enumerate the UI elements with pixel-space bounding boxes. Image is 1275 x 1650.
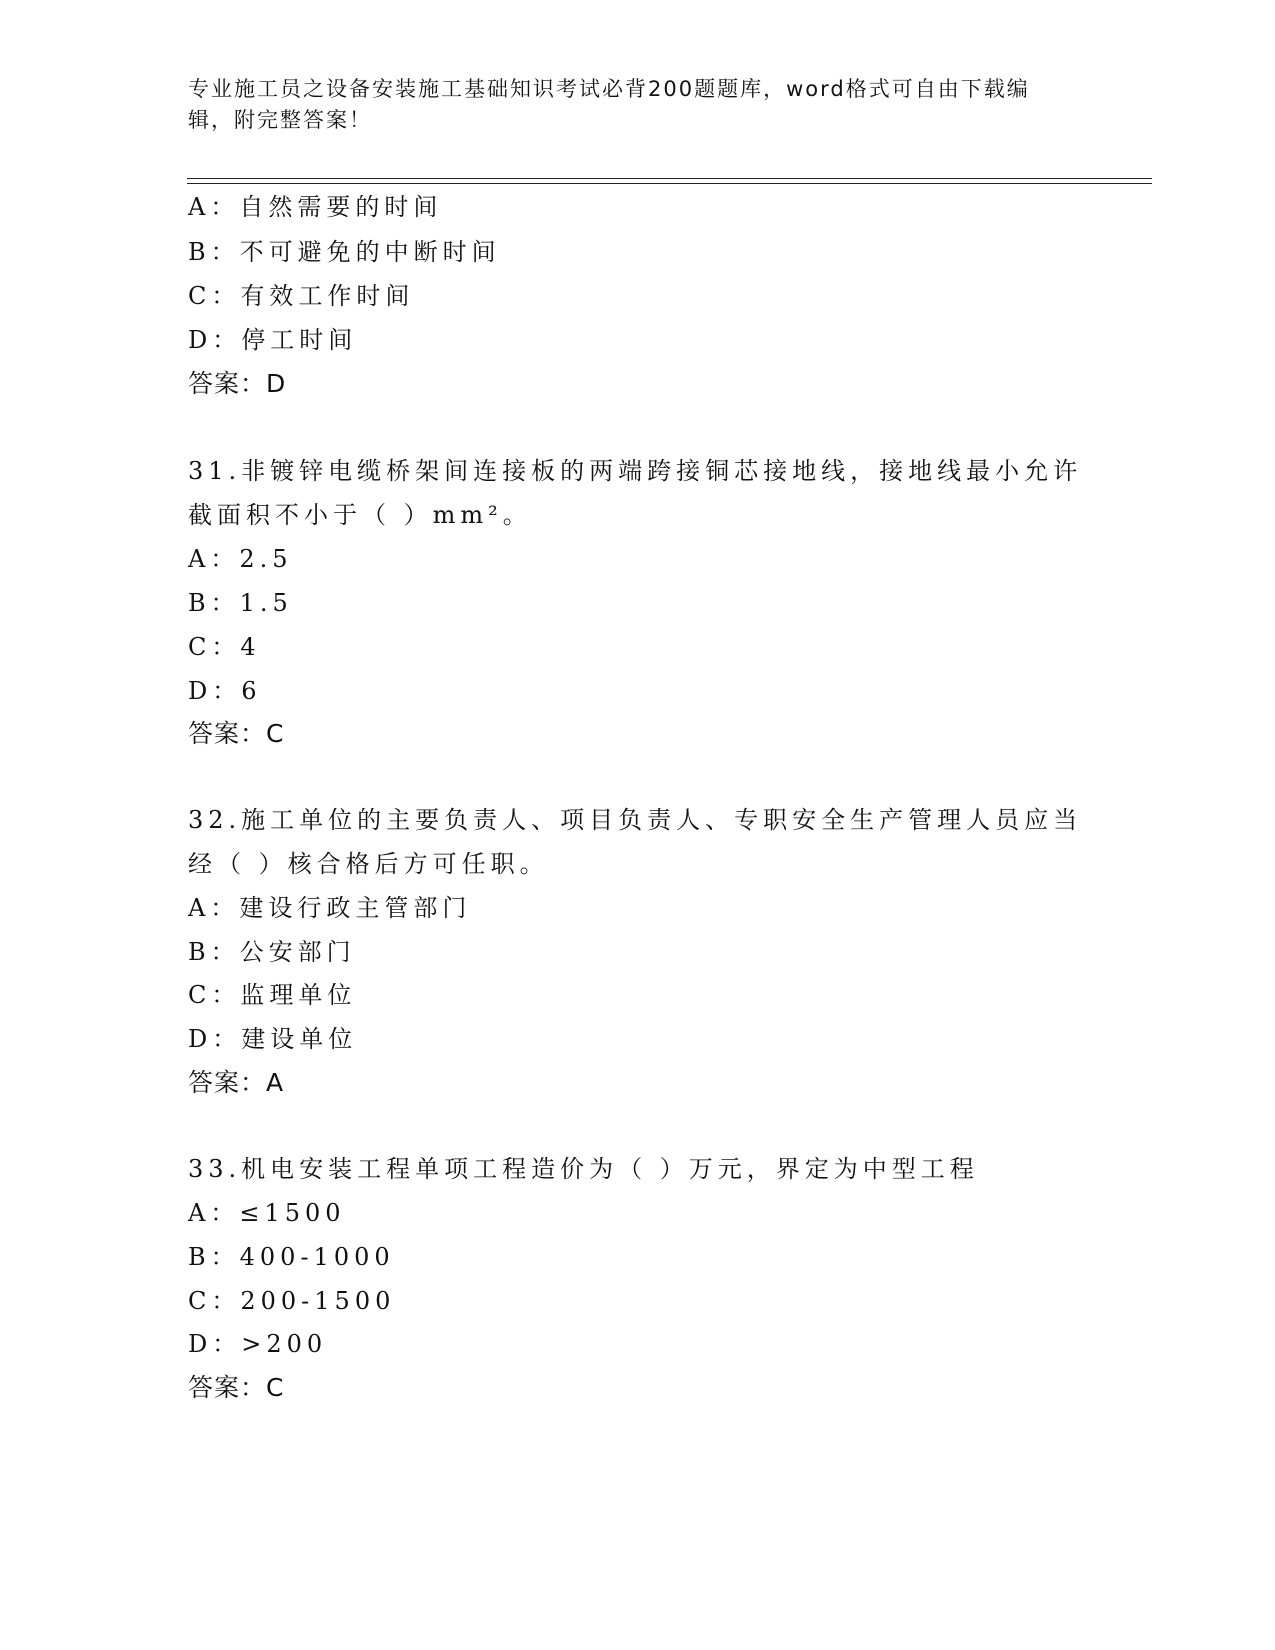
q32-stem-line1: 32.施工单位的主要负责人、项目负责人、专职安全生产管理人员应当	[188, 806, 1083, 834]
q31-option-a: A：2.5	[188, 545, 293, 573]
q32-answer: 答案：A	[188, 1068, 285, 1097]
q31-option-b: B：1.5	[188, 589, 293, 617]
q33-option-a: A：≤1500	[188, 1199, 346, 1227]
q32-stem-line2: 经（ ）核合格后方可任职。	[188, 850, 549, 878]
q31-option-c: C：4	[188, 633, 261, 661]
q30-option-b: B：不可避免的中断时间	[188, 238, 501, 266]
q31-stem-line1: 31.非镀锌电缆桥架间连接板的两端跨接铜芯接地线，接地线最小允许	[188, 457, 1083, 485]
q30-option-c: C：有效工作时间	[188, 282, 415, 310]
q31-option-d: D：6	[188, 677, 262, 705]
q32-option-c: C：监理单位	[188, 981, 357, 1009]
q33-option-b: B：400-1000	[188, 1243, 395, 1271]
q30-answer: 答案：D	[188, 369, 287, 398]
header-divider-bottom	[187, 183, 1152, 184]
document-title: 专业施工员之设备安装施工基础知识考试必背200题题库，word格式可自由下载编辑，附完整答案！	[188, 77, 1030, 132]
q30-option-d: D：停工时间	[188, 326, 358, 354]
q33-answer: 答案：C	[188, 1373, 285, 1402]
q32-option-a: A：建设行政主管部门	[188, 894, 472, 922]
q32-option-b: B：公安部门	[188, 938, 356, 966]
q31-answer: 答案：C	[188, 719, 285, 748]
q33-stem-line1: 33.机电安装工程单项工程造价为（ ）万元，界定为中型工程	[188, 1155, 979, 1183]
q33-option-c: C：200-1500	[188, 1287, 396, 1315]
q31-stem-line2: 截面积不小于（ ）mm²。	[188, 501, 532, 529]
q33-option-d: D：>200	[188, 1330, 328, 1358]
q32-option-d: D：建设单位	[188, 1025, 358, 1053]
header-divider-top	[187, 178, 1152, 179]
q30-option-a: A：自然需要的时间	[188, 193, 443, 221]
